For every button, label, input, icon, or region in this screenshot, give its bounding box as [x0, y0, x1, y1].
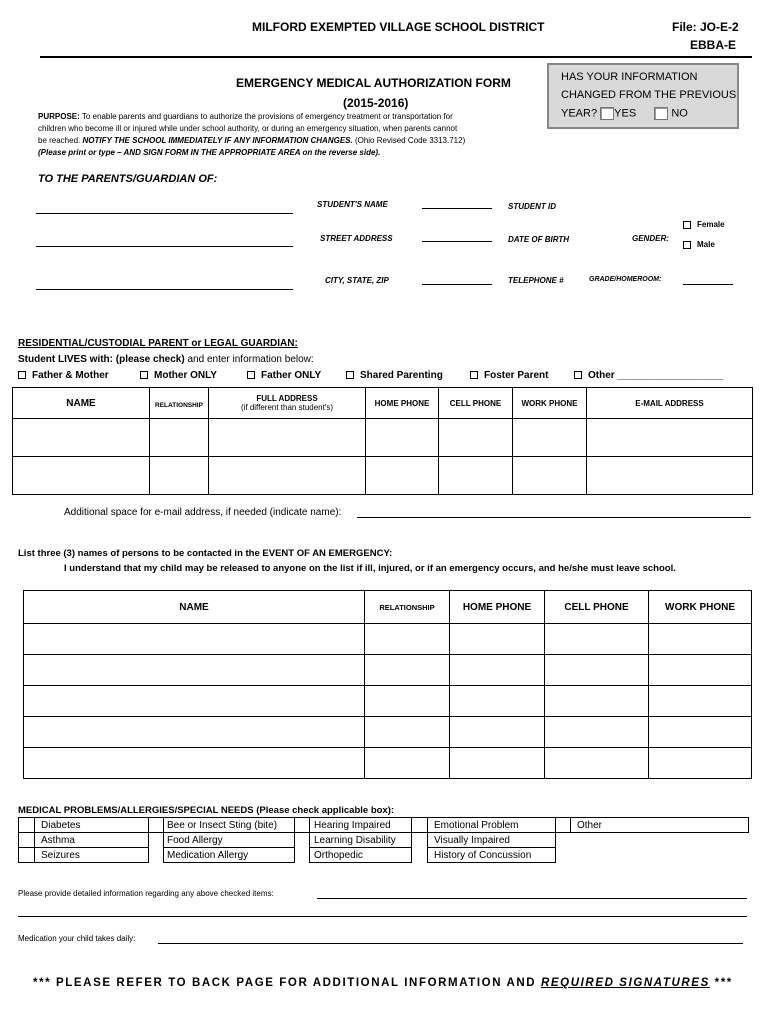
cell[interactable] — [24, 748, 365, 779]
col-home-phone: HOME PHONE — [450, 591, 545, 624]
cell[interactable] — [545, 655, 649, 686]
purpose-label: PURPOSE: — [38, 112, 80, 121]
checkbox-icon[interactable] — [470, 371, 478, 379]
col-relationship: RELATIONSHIP — [150, 388, 209, 419]
cell[interactable] — [365, 655, 450, 686]
cell[interactable] — [513, 419, 587, 457]
cell[interactable] — [24, 655, 365, 686]
form-title: EMERGENCY MEDICAL AUTHORIZATION FORM — [236, 76, 511, 90]
required-signatures: REQUIRED SIGNATURES — [541, 977, 710, 989]
detail-info-label: Please provide detailed information regarding any above checked items: — [18, 889, 274, 898]
opt-label: Mother ONLY — [154, 370, 217, 381]
cell[interactable] — [545, 717, 649, 748]
medical-item: Hearing Impaired — [310, 818, 412, 833]
cell[interactable] — [13, 457, 150, 495]
cell[interactable] — [24, 717, 365, 748]
notify-text: NOTIFY THE SCHOOL IMMEDIATELY IF ANY INFORMATION CHANGES. — [82, 136, 353, 145]
additional-email-label: Additional space for e-mail address, if needed (indicate name): — [64, 507, 342, 518]
purpose-line3: be reached. — [38, 136, 83, 145]
spacer-cell — [556, 848, 571, 863]
medical-item: Orthopedic — [310, 848, 412, 863]
spacer-cell — [149, 848, 164, 863]
guardian-heading: RESIDENTIAL/CUSTODIAL PARENT or LEGAL GUARDIAN: — [18, 338, 298, 349]
table-row — [24, 717, 752, 748]
cell[interactable] — [450, 717, 545, 748]
medical-item: Emotional Problem — [428, 818, 556, 833]
female-label: Female — [697, 220, 725, 229]
medical-item: Bee or Insect Sting (bite) — [164, 818, 295, 833]
checkbox-cell[interactable] — [19, 818, 35, 833]
medical-item: Visually Impaired — [428, 833, 556, 848]
no-checkbox[interactable] — [654, 107, 668, 120]
lives-opt-4[interactable] — [470, 370, 548, 381]
cell[interactable] — [649, 686, 752, 717]
cell[interactable] — [649, 717, 752, 748]
lives-with-rest: and enter information below: — [184, 354, 314, 365]
checkbox-cell[interactable] — [19, 833, 35, 848]
opt-label: Father ONLY — [261, 370, 322, 381]
yes-label: YES — [614, 107, 637, 120]
cell[interactable] — [450, 655, 545, 686]
additional-email-line[interactable] — [357, 517, 751, 518]
student-name-line[interactable] — [36, 213, 293, 214]
footer-post: *** — [709, 977, 733, 989]
lives-opt-0[interactable] — [18, 370, 109, 381]
cell[interactable] — [366, 419, 439, 457]
telephone-label: TELEPHONE # — [508, 276, 564, 285]
col-home-phone: HOME PHONE — [366, 388, 439, 419]
student-name-label: STUDENT'S NAME — [317, 200, 388, 209]
lives-opt-3[interactable] — [346, 370, 443, 381]
col-cell-phone: CELL PHONE — [545, 591, 649, 624]
cell[interactable] — [545, 624, 649, 655]
cell[interactable] — [365, 748, 450, 779]
cell[interactable] — [365, 686, 450, 717]
medical-row — [19, 833, 749, 848]
city-state-zip-label: CITY, STATE, ZIP — [325, 276, 389, 285]
grade-homeroom-label: GRADE/HOMEROOM: — [589, 276, 662, 283]
cell[interactable] — [439, 419, 513, 457]
male-option[interactable] — [683, 240, 715, 249]
spacer-cell — [149, 833, 164, 848]
spacer-cell — [571, 848, 749, 863]
table-row — [24, 624, 752, 655]
full-address-label: FULL ADDRESS — [256, 394, 318, 403]
emergency-intro: List three (3) names of persons to be contacted in the EVENT OF AN EMERGENCY: — [18, 548, 393, 559]
lives-opt-5[interactable] — [574, 370, 723, 381]
dob-line[interactable] — [422, 241, 492, 242]
cell[interactable] — [365, 624, 450, 655]
table-row — [24, 748, 752, 779]
cell[interactable] — [365, 717, 450, 748]
emergency-table — [23, 590, 752, 779]
medication-line[interactable] — [158, 943, 743, 944]
male-checkbox[interactable] — [683, 241, 691, 249]
info-changed-box — [547, 63, 739, 129]
medical-item: Asthma — [35, 833, 149, 848]
medical-item: Other — [571, 818, 749, 833]
release-statement: I understand that my child may be released to anyone on the list if ill, injured, or if an emergency occurs, and he/she must leave school. — [64, 563, 676, 574]
cell[interactable] — [13, 419, 150, 457]
medical-item: Medication Allergy — [164, 848, 295, 863]
info-year-label: YEAR? — [561, 107, 598, 120]
checkbox-cell[interactable] — [556, 818, 571, 833]
checkbox-cell[interactable] — [19, 848, 35, 863]
header-rule — [40, 56, 752, 58]
grade-homeroom-line[interactable] — [683, 284, 733, 285]
telephone-line[interactable] — [422, 284, 492, 285]
guardian-table — [12, 387, 753, 495]
cell[interactable] — [649, 624, 752, 655]
medical-item: History of Concussion — [428, 848, 556, 863]
table-row — [13, 457, 753, 495]
city-state-zip-line[interactable] — [36, 289, 293, 290]
col-work-phone: WORK PHONE — [513, 388, 587, 419]
district-name: MILFORD EXEMPTED VILLAGE SCHOOL DISTRICT — [252, 20, 545, 34]
cell[interactable] — [209, 419, 366, 457]
cell[interactable] — [150, 419, 209, 457]
info-year-row — [561, 107, 688, 120]
cell[interactable] — [587, 419, 753, 457]
ohio-code: (Ohio Revised Code 3313.712) — [352, 136, 466, 145]
street-address-label: STREET ADDRESS — [320, 234, 393, 243]
footer-pre: *** PLEASE REFER TO BACK PAGE FOR ADDITIONAL INFORMATION AND — [33, 977, 541, 989]
opt-label: Other ___________________ — [588, 370, 724, 381]
checkbox-icon[interactable] — [247, 371, 255, 379]
print-note: (Please print or type – AND SIGN FORM IN THE APPROPRIATE AREA on the reverse side). — [38, 148, 381, 157]
col-name: NAME — [24, 591, 365, 624]
cell[interactable] — [24, 624, 365, 655]
medical-row — [19, 848, 749, 863]
spacer-cell — [412, 848, 428, 863]
spacer-cell — [571, 833, 749, 848]
to-parents-heading: TO THE PARENTS/GUARDIAN OF: — [38, 173, 218, 185]
female-option[interactable] — [683, 220, 725, 229]
spacer-cell — [295, 848, 310, 863]
student-id-label: STUDENT ID — [508, 202, 556, 211]
checkbox-cell[interactable] — [149, 818, 164, 833]
cell[interactable] — [587, 457, 753, 495]
cell[interactable] — [450, 748, 545, 779]
purpose-line2: children who become ill or injured while under school authority, or during an emergency situation, when parents cannot — [38, 124, 458, 133]
lives-opt-1[interactable] — [140, 370, 217, 381]
male-label: Male — [697, 240, 715, 249]
info-line2: CHANGED FROM THE PREVIOUS — [561, 89, 737, 101]
col-name: NAME — [13, 388, 150, 419]
cell[interactable] — [450, 686, 545, 717]
col-cell-phone: CELL PHONE — [439, 388, 513, 419]
purpose-text — [38, 111, 538, 159]
detail-info-line[interactable] — [317, 898, 747, 899]
opt-label: Father & Mother — [32, 370, 109, 381]
cell[interactable] — [209, 457, 366, 495]
medical-heading: MEDICAL PROBLEMS/ALLERGIES/SPECIAL NEEDS (Please check applicable box): — [18, 805, 395, 816]
checkbox-icon[interactable] — [18, 371, 26, 379]
lives-with-label: Student LIVES with: (please check) — [18, 354, 185, 365]
spacer-cell — [556, 833, 571, 848]
medical-item: Food Allergy — [164, 833, 295, 848]
cell[interactable] — [24, 686, 365, 717]
medical-item: Seizures — [35, 848, 149, 863]
checkbox-icon[interactable] — [574, 371, 582, 379]
gender-label: GENDER: — [632, 234, 669, 243]
cell[interactable] — [513, 457, 587, 495]
form-year: (2015-2016) — [343, 96, 409, 110]
medical-table — [18, 817, 749, 863]
file-code-2: EBBA-E — [690, 38, 737, 52]
col-full-address — [209, 388, 366, 419]
footer-notice — [33, 977, 733, 989]
col-work-phone: WORK PHONE — [649, 591, 752, 624]
checkbox-cell[interactable] — [295, 818, 310, 833]
yes-checkbox[interactable] — [600, 107, 614, 120]
cell[interactable] — [439, 457, 513, 495]
cell[interactable] — [649, 655, 752, 686]
medical-item: Learning Disability — [310, 833, 412, 848]
file-code: File: JO-E-2 — [672, 20, 739, 34]
dob-label: DATE OF BIRTH — [508, 235, 570, 244]
student-id-line[interactable] — [422, 208, 492, 209]
cell[interactable] — [150, 457, 209, 495]
checkbox-icon[interactable] — [140, 371, 148, 379]
detail-info-line-2[interactable] — [18, 916, 747, 917]
checkbox-icon[interactable] — [346, 371, 354, 379]
spacer-cell — [295, 833, 310, 848]
lives-with-line — [18, 354, 314, 365]
lives-opt-2[interactable] — [247, 370, 321, 381]
cell[interactable] — [450, 624, 545, 655]
checkbox-cell[interactable] — [412, 818, 428, 833]
spacer-cell — [412, 833, 428, 848]
cell[interactable] — [545, 686, 649, 717]
opt-label: Foster Parent — [484, 370, 549, 381]
info-line1: HAS YOUR INFORMATION — [561, 71, 698, 83]
medical-row — [19, 818, 749, 833]
street-address-line[interactable] — [36, 246, 293, 247]
cell[interactable] — [545, 748, 649, 779]
opt-label: Shared Parenting — [360, 370, 443, 381]
col-relationship: RELATIONSHIP — [365, 591, 450, 624]
medical-item: Diabetes — [35, 818, 149, 833]
col-email: E-MAIL ADDRESS — [587, 388, 753, 419]
table-row — [13, 419, 753, 457]
address-note: (if different than student's) — [240, 403, 334, 412]
cell[interactable] — [366, 457, 439, 495]
no-label: NO — [671, 107, 688, 120]
table-row — [24, 655, 752, 686]
purpose-line1: To enable parents and guardians to authorize the provisions of emergency treatment or transportation for — [79, 112, 453, 121]
table-row — [24, 686, 752, 717]
cell[interactable] — [649, 748, 752, 779]
female-checkbox[interactable] — [683, 221, 691, 229]
medication-label: Medication your child takes daily: — [18, 934, 136, 943]
